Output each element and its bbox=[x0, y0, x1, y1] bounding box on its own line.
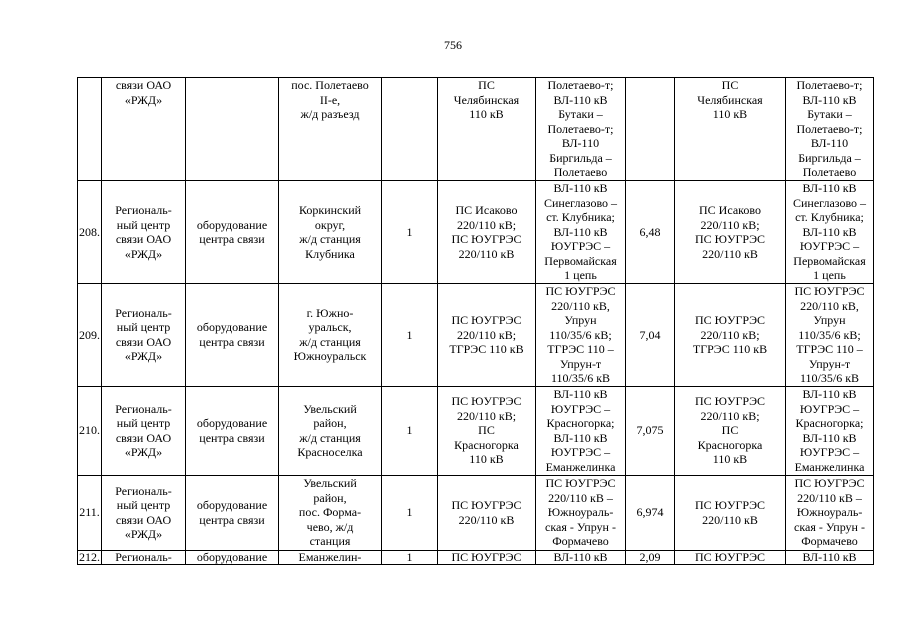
power-line-cell bbox=[536, 181, 626, 284]
quantity-cell: 1 bbox=[382, 181, 438, 284]
cell-line: 110 кВ bbox=[469, 107, 504, 121]
quantity-cell bbox=[382, 78, 438, 181]
cell-line: Челябинская bbox=[697, 92, 763, 107]
object-cell bbox=[186, 550, 279, 564]
cell-line: ская - Упрун - bbox=[545, 519, 616, 534]
cell-line: Бутаки – bbox=[558, 107, 603, 122]
cell-line: связи ОАО bbox=[115, 78, 172, 92]
location-cell bbox=[279, 284, 382, 387]
quantity-cell: 1 bbox=[382, 386, 438, 475]
cell-line: ПС ЮУГРЭС bbox=[451, 550, 522, 564]
cell-line: Региональ- bbox=[115, 550, 172, 564]
cell-line: ПС ЮУГРЭС bbox=[451, 498, 522, 512]
cell-line: центра связи bbox=[199, 232, 265, 246]
cell-line: оборудование bbox=[196, 550, 268, 564]
cell-line: Увельский bbox=[303, 401, 357, 416]
cell-line: Первомайская bbox=[793, 253, 866, 268]
cell-line: 220/110 кВ; bbox=[456, 217, 517, 232]
power-value-cell: 7,04 bbox=[626, 284, 675, 387]
cell-line: II-е, bbox=[319, 92, 341, 107]
cell-line: «РЖД» bbox=[124, 527, 163, 541]
table-row bbox=[78, 284, 874, 387]
cell-line: 110 кВ bbox=[712, 452, 748, 467]
cell-line: 220/110 кВ; bbox=[456, 408, 517, 423]
cell-line: 220/110 кВ – bbox=[797, 490, 862, 505]
cell-line: уральск, bbox=[308, 320, 352, 335]
table-body bbox=[78, 78, 874, 565]
cell-line: Биргильда – bbox=[549, 150, 612, 165]
cell-line: Бутаки – bbox=[807, 107, 852, 122]
cell-line: 110 кВ bbox=[469, 452, 504, 467]
cell-line: ПС ЮУГРЭС bbox=[794, 476, 865, 491]
cell-line: Биргильда – bbox=[798, 150, 861, 165]
cell-line: Полетаево-т; bbox=[796, 78, 863, 93]
cell-line: Синеглазово – bbox=[543, 195, 618, 210]
cell-line: Полетаево-т; bbox=[796, 121, 863, 136]
quantity-cell: 1 bbox=[382, 475, 438, 550]
cell-line: оборудование bbox=[196, 320, 268, 335]
cell-line: оборудование bbox=[196, 498, 268, 512]
cell-line: ЮУГРЭС – bbox=[799, 445, 860, 459]
cell-line: ВЛ-110 кВ bbox=[802, 430, 857, 445]
row-number-cell: 209. bbox=[78, 284, 102, 387]
cell-line: Увельский bbox=[303, 476, 357, 491]
cell-line: центра связи bbox=[199, 512, 265, 527]
cell-line: 1 цепь bbox=[813, 268, 846, 283]
cell-line: Полетаево bbox=[802, 165, 857, 180]
cell-line: 220/110 кВ; bbox=[700, 217, 760, 232]
cell-line: пос. Полетаево bbox=[291, 78, 369, 92]
cell-line: ПС ЮУГРЭС bbox=[694, 550, 766, 564]
power-value-cell: 6,48 bbox=[626, 181, 675, 284]
substation-cell bbox=[438, 475, 536, 550]
cell-line: ж/д станция bbox=[299, 430, 361, 445]
power-line-cell bbox=[536, 78, 626, 181]
power-line-cell bbox=[536, 475, 626, 550]
row-number-cell: 208. bbox=[78, 181, 102, 284]
substation-cell bbox=[438, 284, 536, 387]
cell-line: ВЛ-110 кВ bbox=[553, 181, 608, 196]
quantity-cell: 1 bbox=[382, 550, 438, 564]
cell-line: ный центр bbox=[116, 416, 171, 430]
object-cell bbox=[186, 475, 279, 550]
cell-line: Первомайская bbox=[544, 253, 617, 268]
cell-line: ВЛ-110 кВ bbox=[802, 387, 857, 401]
location-cell bbox=[279, 181, 382, 284]
cell-line: ВЛ-110 кВ bbox=[553, 387, 608, 401]
cell-line: Южноураль- bbox=[796, 505, 863, 520]
cell-line: ВЛ-110 кВ bbox=[802, 550, 857, 564]
substation-alt-cell bbox=[675, 475, 786, 550]
cell-line: Южноуральск bbox=[293, 349, 367, 364]
cell-line: ская - Упрун - bbox=[794, 519, 865, 534]
owner-cell bbox=[102, 181, 186, 284]
cell-line: ПС ЮУГРЭС bbox=[451, 232, 522, 246]
page-number: 756 bbox=[444, 38, 462, 52]
cell-line: ст. Клубника; bbox=[546, 210, 615, 225]
cell-line: ВЛ-110 кВ bbox=[553, 224, 608, 239]
object-cell bbox=[186, 181, 279, 284]
table-row bbox=[78, 78, 874, 181]
cell-line: 220/110 кВ; bbox=[456, 327, 517, 342]
power-line-alt-cell bbox=[786, 475, 874, 550]
power-line-cell bbox=[536, 550, 626, 564]
cell-line: Региональ- bbox=[115, 483, 172, 498]
cell-line: ПС Исаково bbox=[699, 203, 761, 217]
cell-line: 220/110 кВ, bbox=[551, 298, 610, 313]
cell-line: Еманжелинка bbox=[794, 459, 865, 474]
row-number-cell bbox=[78, 78, 102, 181]
cell-line: ж/д станция bbox=[299, 232, 361, 246]
cell-line: Еманжелин- bbox=[298, 550, 362, 564]
cell-line: 110/35/6 кВ; bbox=[798, 327, 861, 342]
owner-cell bbox=[102, 284, 186, 387]
substation-cell bbox=[438, 386, 536, 475]
cell-line: ВЛ-110 кВ bbox=[802, 181, 857, 196]
cell-line: связи ОАО bbox=[115, 334, 172, 349]
cell-line: Челябинская bbox=[453, 92, 520, 107]
cell-line: район, bbox=[313, 416, 347, 430]
cell-line: ЮУГРЭС – bbox=[799, 239, 860, 254]
cell-line: пос. Форма- bbox=[298, 505, 362, 520]
substation-alt-cell bbox=[675, 386, 786, 475]
cell-line: ВЛ-110 bbox=[810, 136, 849, 151]
quantity-cell: 1 bbox=[382, 284, 438, 387]
cell-line: Полетаево-т; bbox=[547, 78, 614, 93]
cell-line: ПС ЮУГРЭС bbox=[451, 394, 522, 409]
cell-line: центра связи bbox=[199, 430, 265, 445]
cell-line: 220/110 кВ bbox=[458, 246, 515, 261]
cell-line: ВЛ-110 кВ bbox=[553, 550, 608, 564]
cell-line: Полетаево bbox=[553, 165, 608, 180]
owner-cell bbox=[102, 475, 186, 550]
cell-line: Синеглазово – bbox=[792, 195, 867, 210]
owner-cell bbox=[102, 78, 186, 181]
row-number-cell: 211. bbox=[78, 475, 102, 550]
cell-line: ПС bbox=[478, 78, 495, 92]
cell-line: ВЛ-110 кВ bbox=[802, 92, 857, 107]
substation-alt-cell bbox=[675, 284, 786, 387]
cell-line: ный центр bbox=[116, 217, 171, 232]
cell-line: Региональ- bbox=[115, 401, 172, 416]
cell-line: Региональ- bbox=[115, 203, 172, 217]
power-value-cell bbox=[626, 78, 675, 181]
cell-line: Формачево bbox=[801, 534, 858, 549]
cell-line: Красногорка; bbox=[795, 416, 864, 430]
cell-line: ПС ЮУГРЭС bbox=[694, 498, 766, 512]
cell-line: Красногорка bbox=[697, 437, 763, 452]
cell-line: ж/д станция bbox=[299, 334, 361, 349]
cell-line: 220/110 кВ bbox=[458, 512, 515, 527]
cell-line: ЮУГРЭС – bbox=[799, 401, 860, 416]
substation-alt-cell bbox=[675, 78, 786, 181]
cell-line: 220/110 кВ; bbox=[700, 408, 760, 423]
cell-line: ЮУГРЭС – bbox=[550, 445, 611, 459]
substation-cell bbox=[438, 78, 536, 181]
cell-line: Коркинский bbox=[298, 203, 362, 217]
cell-line: ЮУГРЭС – bbox=[550, 401, 611, 416]
cell-line: ТГРЭС 110 – bbox=[547, 342, 614, 356]
power-line-cell bbox=[536, 284, 626, 387]
cell-line: ВЛ-110 кВ bbox=[802, 224, 857, 239]
cell-line: ПС ЮУГРЭС bbox=[794, 284, 865, 298]
cell-line: 220/110 кВ bbox=[702, 512, 758, 527]
object-cell bbox=[186, 386, 279, 475]
cell-line: ТГРЭС 110 кВ bbox=[449, 342, 524, 356]
cell-line: Еманжелинка bbox=[545, 459, 616, 474]
cell-line: «РЖД» bbox=[124, 246, 163, 261]
cell-line: Упрун bbox=[813, 313, 846, 327]
equipment-table bbox=[77, 77, 874, 565]
cell-line: «РЖД» bbox=[124, 92, 163, 107]
substation-cell bbox=[438, 550, 536, 564]
cell-line: 220/110 кВ – bbox=[548, 490, 613, 505]
cell-line: ПС bbox=[478, 423, 495, 438]
cell-line: 220/110 кВ, bbox=[800, 298, 859, 313]
cell-line: ЮУГРЭС – bbox=[550, 239, 611, 254]
cell-line: ВЛ-110 bbox=[561, 136, 600, 151]
power-value-cell: 7,075 bbox=[626, 386, 675, 475]
cell-line: оборудование bbox=[196, 416, 268, 430]
power-line-alt-cell bbox=[786, 284, 874, 387]
cell-line: 1 цепь bbox=[564, 268, 597, 283]
cell-line: Красноселка bbox=[297, 445, 363, 459]
power-line-alt-cell bbox=[786, 550, 874, 564]
cell-line: ст. Клубника; bbox=[795, 210, 864, 225]
cell-line: ПС ЮУГРЭС bbox=[451, 313, 522, 327]
cell-line: 110 кВ bbox=[712, 107, 748, 121]
object-cell bbox=[186, 284, 279, 387]
cell-line: ПС bbox=[721, 78, 739, 92]
cell-line: связи ОАО bbox=[115, 430, 172, 445]
cell-line: 220/110 кВ; bbox=[700, 327, 760, 342]
location-cell bbox=[279, 475, 382, 550]
cell-line: ж/д разъезд bbox=[300, 107, 360, 121]
cell-line: Формачево bbox=[552, 534, 609, 549]
cell-line: связи ОАО bbox=[115, 232, 172, 246]
cell-line: г. Южно- bbox=[306, 305, 354, 320]
cell-line: Региональ- bbox=[115, 305, 172, 320]
power-line-cell bbox=[536, 386, 626, 475]
location-cell bbox=[279, 550, 382, 564]
cell-line: связи ОАО bbox=[115, 512, 172, 527]
table-row bbox=[78, 550, 874, 564]
cell-line: ПС ЮУГРЭС bbox=[545, 284, 616, 298]
cell-line: 110/35/6 кВ bbox=[799, 371, 860, 385]
cell-line: ТГРЭС 110 кВ bbox=[692, 342, 768, 356]
location-cell bbox=[279, 386, 382, 475]
cell-line: ПС ЮУГРЭС bbox=[545, 476, 616, 491]
cell-line: станция bbox=[309, 534, 351, 549]
cell-line: ТГРЭС 110 – bbox=[796, 342, 863, 356]
cell-line: Упрун-т bbox=[559, 356, 602, 371]
cell-line: чево, ж/д bbox=[306, 519, 354, 534]
cell-line: ПС Исаково bbox=[455, 203, 518, 217]
cell-line: «РЖД» bbox=[124, 445, 163, 459]
location-cell bbox=[279, 78, 382, 181]
cell-line: 110/35/6 кВ bbox=[550, 371, 611, 385]
power-value-cell: 6,974 bbox=[626, 475, 675, 550]
table-row bbox=[78, 386, 874, 475]
cell-line: Клубника bbox=[305, 246, 355, 261]
cell-line: Красногорка; bbox=[546, 416, 615, 430]
cell-line: ПС ЮУГРЭС bbox=[694, 394, 766, 409]
substation-alt-cell bbox=[675, 550, 786, 564]
cell-line: ПС ЮУГРЭС bbox=[694, 313, 766, 327]
substation-cell bbox=[438, 181, 536, 284]
object-cell bbox=[186, 78, 279, 181]
cell-line: ПС bbox=[721, 423, 739, 438]
owner-cell bbox=[102, 550, 186, 564]
substation-alt-cell bbox=[675, 181, 786, 284]
power-line-alt-cell bbox=[786, 78, 874, 181]
cell-line: Упрун bbox=[564, 313, 597, 327]
row-number-cell: 212. bbox=[79, 550, 100, 564]
table-row bbox=[78, 475, 874, 550]
power-line-alt-cell bbox=[786, 181, 874, 284]
cell-line: ный центр bbox=[116, 320, 171, 335]
cell-line: Красногорка bbox=[454, 437, 519, 452]
cell-line: центра связи bbox=[199, 334, 265, 349]
cell-line: Южноураль- bbox=[547, 505, 614, 520]
cell-line: ВЛ-110 кВ bbox=[553, 92, 608, 107]
cell-line: ный центр bbox=[116, 498, 171, 512]
owner-cell bbox=[102, 386, 186, 475]
cell-line: оборудование bbox=[196, 217, 268, 232]
row-number-cell: 210. bbox=[78, 386, 102, 475]
cell-line: округ, bbox=[314, 217, 346, 232]
cell-line: «РЖД» bbox=[124, 349, 163, 364]
table-row bbox=[78, 181, 874, 284]
cell-line: ВЛ-110 кВ bbox=[553, 430, 608, 445]
cell-line: район, bbox=[313, 490, 347, 505]
cell-line: Упрун-т bbox=[808, 356, 851, 371]
power-value-cell: 2,09 bbox=[626, 550, 675, 564]
power-line-alt-cell bbox=[786, 386, 874, 475]
cell-line: ПС ЮУГРЭС bbox=[694, 232, 766, 246]
cell-line: 220/110 кВ bbox=[702, 246, 758, 261]
cell-line: 110/35/6 кВ; bbox=[549, 327, 612, 342]
cell-line: Полетаево-т; bbox=[547, 121, 614, 136]
